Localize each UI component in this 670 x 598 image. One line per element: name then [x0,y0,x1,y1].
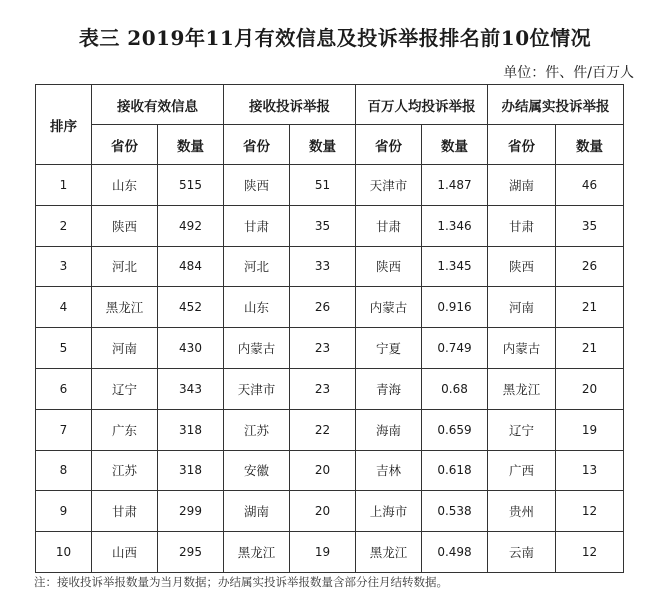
count-cell: 35 [290,205,356,246]
count-cell: 1.346 [422,205,488,246]
table-row [36,205,624,246]
count-cell: 318 [158,450,224,491]
province-cell: 天津市 [224,368,290,409]
unit-label: 单位：件、件/百万人 [503,65,634,81]
province-cell: 天津市 [356,165,422,206]
count-cell: 343 [158,368,224,409]
province-cell: 甘肃 [488,205,556,246]
province-cell: 山东 [224,287,290,328]
rank-cell: 10 [36,532,92,573]
count-cell: 452 [158,287,224,328]
count-cell: 51 [290,165,356,206]
table-row [36,165,624,206]
count-cell: 0.749 [422,328,488,369]
count-cell: 1.487 [422,165,488,206]
province-cell: 安徽 [224,450,290,491]
count-cell: 484 [158,246,224,287]
table-row [36,450,624,491]
count-cell: 12 [556,491,624,532]
province-cell: 江苏 [92,450,158,491]
header-province: 省份 [356,125,422,165]
header-row-groups [36,85,624,125]
count-cell: 0.916 [422,287,488,328]
count-cell: 35 [556,205,624,246]
rank-cell: 8 [36,450,92,491]
header-province: 省份 [92,125,158,165]
rank-cell: 1 [36,165,92,206]
rank-cell: 3 [36,246,92,287]
count-cell: 0.68 [422,368,488,409]
count-cell: 33 [290,246,356,287]
rank-cell: 7 [36,409,92,450]
province-cell: 云南 [488,532,556,573]
header-group-per-million: 百万人均投诉举报 [356,85,488,125]
rank-cell: 9 [36,491,92,532]
province-cell: 黑龙江 [92,287,158,328]
table-row [36,409,624,450]
table-row [36,368,624,409]
count-cell: 23 [290,328,356,369]
table-row [36,246,624,287]
province-cell: 吉林 [356,450,422,491]
count-cell: 295 [158,532,224,573]
count-cell: 1.345 [422,246,488,287]
count-cell: 430 [158,328,224,369]
province-cell: 陕西 [488,246,556,287]
rank-cell: 4 [36,287,92,328]
header-province: 省份 [224,125,290,165]
province-cell: 广西 [488,450,556,491]
count-cell: 23 [290,368,356,409]
header-rank: 排序 [36,85,92,165]
rank-cell: 6 [36,368,92,409]
province-cell: 陕西 [224,165,290,206]
header-row-columns [36,125,624,165]
count-cell: 13 [556,450,624,491]
province-cell: 甘肃 [356,205,422,246]
count-cell: 318 [158,409,224,450]
province-cell: 河北 [224,246,290,287]
header-group-verified: 办结属实投诉举报 [488,85,624,125]
province-cell: 湖南 [488,165,556,206]
count-cell: 0.618 [422,450,488,491]
header-count: 数量 [422,125,488,165]
province-cell: 江苏 [224,409,290,450]
count-cell: 0.498 [422,532,488,573]
province-cell: 青海 [356,368,422,409]
province-cell: 陕西 [92,205,158,246]
table-row [36,328,624,369]
province-cell: 山西 [92,532,158,573]
table-body [36,165,624,573]
header-count: 数量 [556,125,624,165]
rank-cell: 2 [36,205,92,246]
table-row [36,287,624,328]
province-cell: 内蒙古 [356,287,422,328]
count-cell: 22 [290,409,356,450]
count-cell: 26 [556,246,624,287]
count-cell: 21 [556,287,624,328]
table-row [36,532,624,573]
province-cell: 内蒙古 [224,328,290,369]
count-cell: 19 [556,409,624,450]
header-count: 数量 [290,125,356,165]
province-cell: 黑龙江 [356,532,422,573]
province-cell: 黑龙江 [488,368,556,409]
header-group-complaints: 接收投诉举报 [224,85,356,125]
ranking-table [35,84,624,573]
count-cell: 46 [556,165,624,206]
header-group-valid-info: 接收有效信息 [92,85,224,125]
province-cell: 辽宁 [92,368,158,409]
footnote: 注：接收投诉举报数量为当月数据；办结属实投诉举报数量含部分往月结转数据。 [34,575,448,589]
province-cell: 广东 [92,409,158,450]
province-cell: 贵州 [488,491,556,532]
table-title: 表三 2019年11月有效信息及投诉举报排名前10位情况 [78,26,592,50]
count-cell: 12 [556,532,624,573]
province-cell: 湖南 [224,491,290,532]
province-cell: 黑龙江 [224,532,290,573]
count-cell: 20 [290,450,356,491]
province-cell: 海南 [356,409,422,450]
rank-cell: 5 [36,328,92,369]
count-cell: 0.538 [422,491,488,532]
province-cell: 宁夏 [356,328,422,369]
province-cell: 河北 [92,246,158,287]
count-cell: 20 [290,491,356,532]
province-cell: 甘肃 [224,205,290,246]
count-cell: 26 [290,287,356,328]
count-cell: 299 [158,491,224,532]
header-count: 数量 [158,125,224,165]
header-province: 省份 [488,125,556,165]
count-cell: 492 [158,205,224,246]
province-cell: 河南 [488,287,556,328]
province-cell: 河南 [92,328,158,369]
province-cell: 辽宁 [488,409,556,450]
province-cell: 内蒙古 [488,328,556,369]
province-cell: 陕西 [356,246,422,287]
count-cell: 0.659 [422,409,488,450]
count-cell: 20 [556,368,624,409]
count-cell: 515 [158,165,224,206]
table-row [36,491,624,532]
count-cell: 19 [290,532,356,573]
count-cell: 21 [556,328,624,369]
province-cell: 山东 [92,165,158,206]
province-cell: 上海市 [356,491,422,532]
province-cell: 甘肃 [92,491,158,532]
